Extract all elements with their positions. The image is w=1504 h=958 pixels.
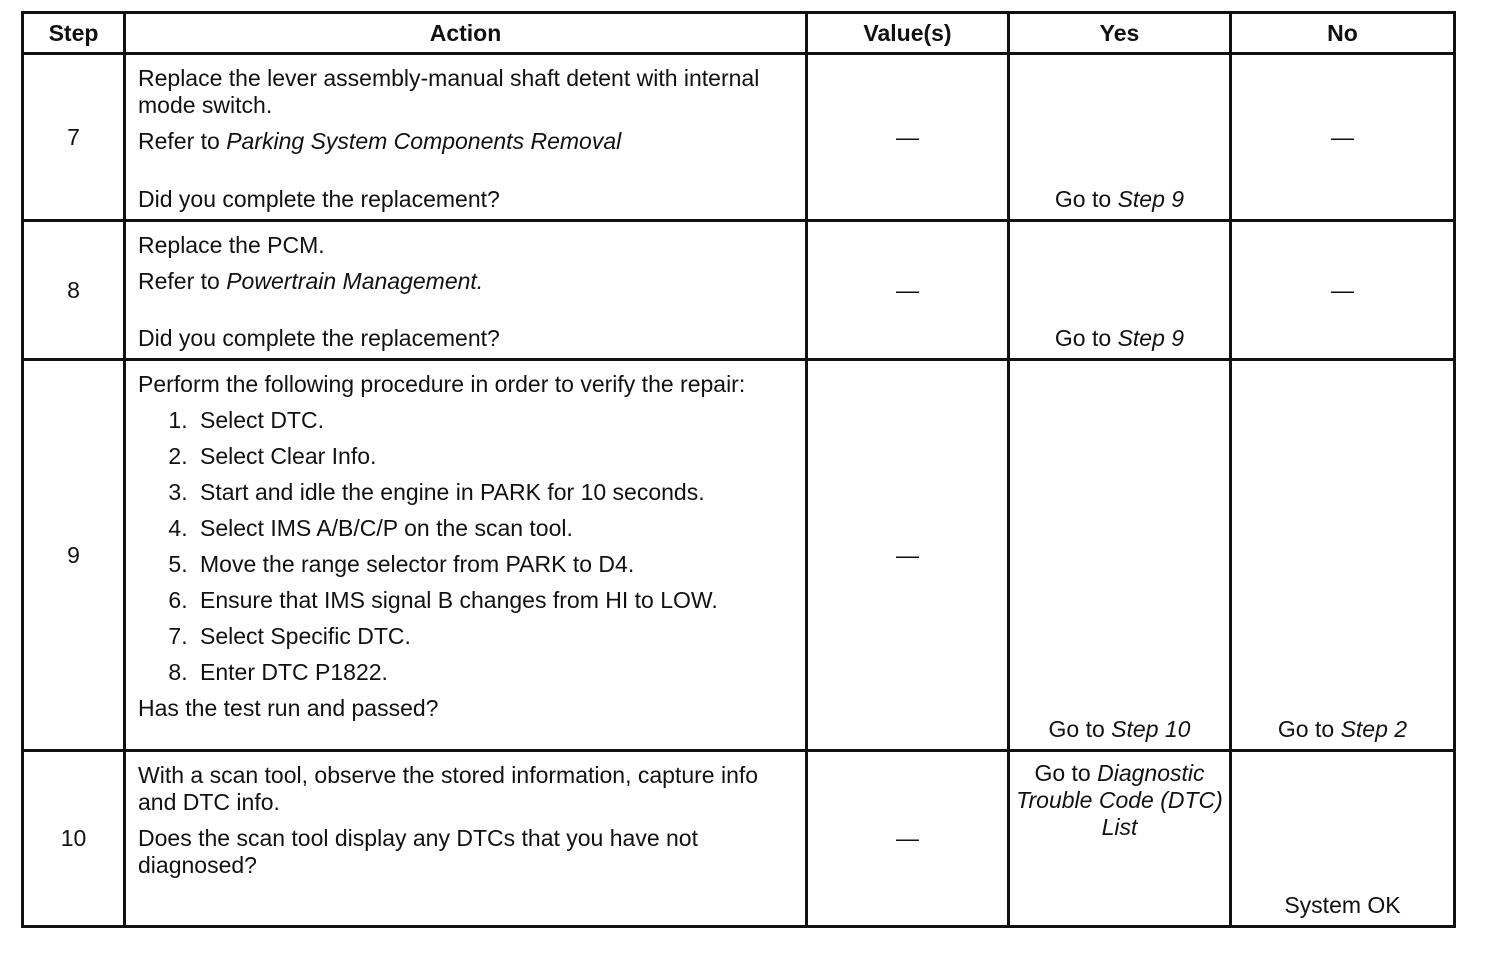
header-step: Step (23, 13, 125, 54)
refer-prefix: Refer to (138, 128, 227, 154)
header-no: No (1231, 13, 1455, 54)
yes-prefix: Go to (1034, 760, 1098, 786)
value-text: — (896, 541, 919, 568)
yes-link[interactable]: Step 10 (1111, 716, 1191, 742)
header-row (23, 13, 1455, 54)
yes-text (1010, 325, 1229, 352)
value-cell (807, 751, 1009, 927)
table-row-step-8 (23, 221, 1455, 360)
action-text: With a scan tool, observe the stored information, capture info and DTC info. (138, 762, 759, 815)
yes-prefix: Go to (1054, 186, 1118, 212)
yes-link[interactable]: Step 9 (1117, 186, 1185, 212)
refer-text (138, 268, 795, 295)
question-text: Has the test run and passed? (138, 695, 439, 721)
step-number: 7 (23, 54, 125, 221)
yes-cell (1009, 54, 1231, 221)
refer-link[interactable]: Powertrain Management. (226, 268, 484, 294)
no-cell (1231, 751, 1455, 927)
procedure-step: 3. Start and idle the engine in PARK for 10 seconds. (194, 479, 795, 506)
action-cell (125, 54, 807, 221)
no-cell (1231, 360, 1455, 751)
yes-cell (1009, 751, 1231, 927)
step-number: 9 (23, 360, 125, 751)
action-cell (125, 221, 807, 360)
header-values: Value(s) (807, 13, 1009, 54)
value-text: — (896, 825, 919, 851)
value-text: — (896, 276, 919, 303)
refer-text (138, 128, 795, 155)
no-text: — (1331, 276, 1354, 303)
value-text: — (896, 123, 919, 150)
yes-text (1010, 716, 1229, 743)
no-text: — (1331, 123, 1354, 150)
yes-text (1010, 186, 1229, 213)
step-number: 8 (23, 221, 125, 360)
procedure-step: 7. Select Specific DTC. (194, 623, 795, 650)
procedure-step: 6. Ensure that IMS signal B changes from HI to LOW. (194, 587, 795, 614)
action-intro: Perform the following procedure in order to verify the repair: (138, 371, 746, 397)
value-cell (807, 360, 1009, 751)
no-text: System OK (1284, 892, 1401, 918)
procedure-step: 1. Select DTC. (194, 407, 795, 434)
no-link[interactable]: Step 2 (1340, 716, 1408, 742)
procedure-step: 4. Select IMS A/B/C/P on the scan tool. (194, 515, 795, 542)
yes-link[interactable]: Step 9 (1117, 325, 1185, 351)
header-yes: Yes (1009, 13, 1231, 54)
action-text: Replace the PCM. (138, 232, 325, 258)
procedure-step: 5. Move the range selector from PARK to D4. (194, 551, 795, 578)
table-row-step-9 (23, 360, 1455, 751)
question-text: Does the scan tool display any DTCs that you have not diagnosed? (138, 825, 698, 878)
yes-cell (1009, 221, 1231, 360)
procedure-list (138, 407, 795, 686)
action-cell (125, 360, 807, 751)
yes-text (1010, 752, 1229, 841)
action-cell (125, 751, 807, 927)
refer-link[interactable]: Parking System Components Removal (226, 128, 622, 154)
procedure-step: 2. Select Clear Info. (194, 443, 795, 470)
yes-link[interactable]: Diagnostic Trouble Code (DTC) List (1016, 760, 1223, 840)
yes-prefix: Go to (1054, 325, 1118, 351)
yes-prefix: Go to (1048, 716, 1112, 742)
no-text (1232, 716, 1453, 743)
question-text: Did you complete the replacement? (138, 186, 500, 212)
value-cell (807, 221, 1009, 360)
refer-prefix: Refer to (138, 268, 227, 294)
question-text: Did you complete the replacement? (138, 325, 500, 351)
step-number: 10 (23, 751, 125, 927)
diagnostic-table (21, 11, 1456, 928)
no-prefix: Go to (1277, 716, 1341, 742)
yes-cell (1009, 360, 1231, 751)
table-row-step-10 (23, 751, 1455, 927)
procedure-step: 8. Enter DTC P1822. (194, 659, 795, 686)
table-row-step-7 (23, 54, 1455, 221)
no-cell (1231, 221, 1455, 360)
no-cell (1231, 54, 1455, 221)
action-text: Replace the lever assembly-manual shaft detent with internal mode switch. (138, 65, 760, 118)
header-action: Action (125, 13, 807, 54)
value-cell (807, 54, 1009, 221)
